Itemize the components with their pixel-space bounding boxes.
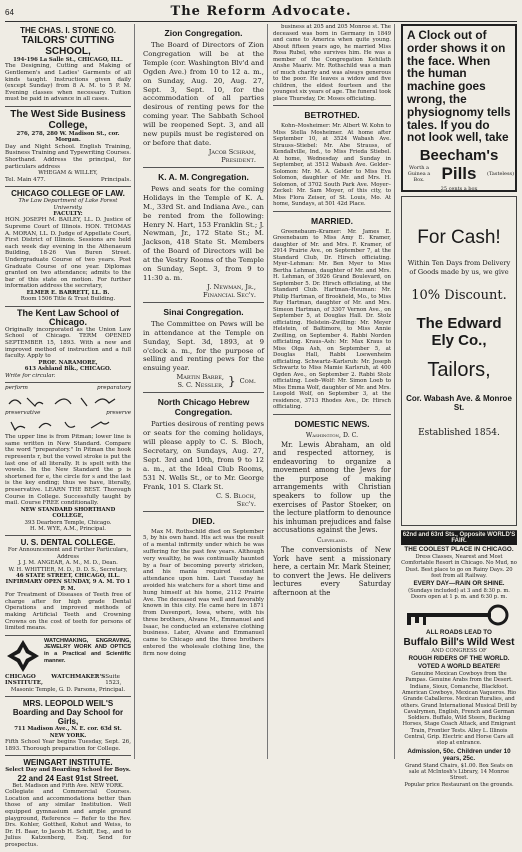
ad-line: ROUGH RIDERS OF THE WORLD. [408, 655, 510, 663]
section-heading: MARRIED. [310, 215, 354, 226]
ad-address-2: Bet. Madison and Fifth Ave. NEW YORK. [12, 782, 124, 789]
ad-mrs-leopold-weil [5, 697, 131, 756]
shorthand-word: perform [5, 385, 28, 392]
shorthand-word: preservative [5, 409, 41, 416]
divider [273, 414, 391, 415]
ad-west-side-business-college [5, 107, 131, 187]
ad-price: 25 cents a box [440, 186, 478, 193]
ad-heading: The West Side Business College, [10, 108, 126, 131]
ad-tasteless: (Tasteless) [487, 171, 515, 178]
ad-suite: Suite 1523, [105, 673, 122, 687]
section-heading: BETROTHED. [304, 110, 360, 120]
signature-name: Jacob Schram, [208, 147, 256, 156]
ad-weingart-institute [5, 756, 131, 851]
ad-header: 62nd and 63rd Sts., Opposite WORLD'S FAIR. [402, 532, 516, 544]
shorthand-diagram-bottom [5, 418, 132, 432]
shorthand-words [5, 385, 131, 392]
newspaper-title: The Reform Advocate. [170, 4, 352, 19]
signature-role: Sec'y. [236, 499, 256, 508]
ad-address: 46 STATE STREET, CHICAGO, ILL. [16, 573, 120, 580]
ad-restaurant: Popular price Restaurant on the grounds. [404, 781, 514, 788]
brace-glyph: } [227, 374, 236, 389]
signature-name: J. Newman, Jr., [207, 282, 256, 291]
ad-new-standard-shorthand [5, 383, 131, 536]
shorthand-word: preserve [106, 409, 131, 416]
ad-name-row [5, 674, 131, 687]
divider [143, 392, 264, 393]
ad-body: The upper line is from Pitman; lower line is same written in New Standard. Compare the word "preparatory." In Pitman the hook represents r, but the vowel stroke is put the last one of all literally. It is spelt with the vowels. In the New Standard the p is shortened for e, the circle for s and the last is the key ending; thus we have, literally, preservative. LEARN THE BEST. Thorough Course in College. Successfully taught by mail. Course FREE conditionally. [5, 434, 131, 507]
ad-subheading: For Announcement and Further Particulars, Address [7, 547, 129, 560]
ad-subheading: The Law Department of Lake Forest University. [18, 198, 118, 211]
ad-admission: Admission, 50c. Children under 10 years, 25c. [407, 747, 511, 762]
ad-body: Originally incorporated as the Union Law School of Chicago. TERM OPENED SEPTEMBER 15, 1893. With a new and improved method of instruction and a full faculty. Apply to [5, 326, 131, 360]
column-3 [270, 24, 395, 759]
signature-name: Martin Barbe, [176, 373, 224, 382]
ad-school-name: NEW STANDARD SHORTHAND COLLEGE, [20, 506, 116, 520]
ad-chicago-college-of-law [5, 187, 131, 307]
ad-discount: 10% Discount. [411, 288, 507, 304]
ad-established: Established 1854. [418, 428, 500, 439]
ad-seats: Grand Stand Chairs, $1.00. Box Seats on sale at McIntosh's Library, 14 Monroe Street. [405, 762, 513, 782]
section-heading: Sinai Congregation. [163, 306, 244, 317]
ad-body: WATCHMAKING, ENGRAVING, JEWELRY WORK AND OPTICS in a Practical and Scientific manner. [44, 637, 131, 664]
shorthand-word: preparatory [97, 385, 131, 392]
signature-role: President. [221, 155, 256, 164]
column-2 [140, 24, 268, 759]
ad-body: The Designing, Cutting and Making of Gentlemen's and Ladies' Garments of all kinds taught. Instructions given daily (except Sunday) from 8 A. M. to 5 P. M. Evening classes when necessary. Tuition must be paid in advance in all cases. [5, 63, 131, 103]
ad-pills: Pills [441, 164, 477, 184]
section-heading: DIED. [192, 515, 215, 526]
ad-worth: Worth a Guinea a Box. [407, 165, 431, 184]
ad-address: 194-196 La Salle St., CHICAGO, ILL. [13, 57, 123, 63]
maltese-cross-icon [5, 638, 41, 674]
notice-north-chicago-hebrew [143, 397, 264, 507]
ad-body: HON. JOSEPH M. BAILEY, LL. D. Justice of Supreme Court of Illinois. HON. THOMAS A. MORAN, LL. D. Judge of Appellate Court, First District of Illinois. Sessions are held each week day evening in the Athenaeum Building, 18-26 Van Buren Street. Undergraduate Course of two years. Post Graduate Course of one year. Diplomas granted on two attendance; admits to the bar of this state on motion. For further information address the secretary, [5, 217, 131, 290]
ad-address: 613 Ashland Blk., CHICAGO. [24, 366, 112, 373]
ad-heading: WEINGART INSTITUTE. [23, 758, 113, 768]
ad-faculty-label: FACULTY: [53, 210, 83, 217]
shorthand-diagram-top [5, 394, 132, 408]
ad-address: Room 1506 Title & Trust Building. [20, 296, 116, 303]
ad-address: 393 Dearborn Temple, Chicago. [24, 519, 112, 526]
ad-heading: THE CHAS. I. STONE CO. [20, 26, 116, 35]
ad-pills-row [407, 164, 515, 184]
ad-professor: PROF. NARAMORE, [38, 359, 98, 366]
ad-infirmary: INFIRMARY OPEN SUNDAY, 9 A. M. TO 1 P. M. [5, 579, 131, 592]
column-4 [398, 24, 517, 788]
ad-title: Buffalo Bill's Wild West [403, 636, 515, 648]
ad-company: The Edward Ely Co., [416, 315, 502, 350]
ad-brand: Beecham's [419, 147, 499, 165]
ad-buffalo-bill [401, 530, 517, 788]
ad-line: AND CONGRESS OF [431, 647, 487, 654]
ad-city: NEW YORK. [49, 732, 87, 739]
divider [143, 511, 264, 512]
masthead [5, 4, 517, 22]
ad-kent-law-school [5, 307, 131, 383]
died-continued [273, 24, 391, 102]
section-body: Mr. Lewis Abraham, an old and respected attorney, is endeavoring to organize a movement among the Jews for the purpose of making arrangements with Christian speakers to follow up the exercises of Pastor Stoeker, on the lecture platform to denounce his inhuman prejudices and false accusations against the Jews. [273, 440, 391, 535]
dateline: Washington, D. C. [305, 431, 359, 439]
ad-heading: MRS. LEOPOLD WEIL'S [22, 699, 114, 709]
ad-footer [5, 177, 131, 184]
ad-role: Principals. [100, 176, 131, 183]
ad-address: Masonic Temple, G. D. Parsons, Principal. [10, 687, 126, 694]
notice-body: The Board of Directors of Zion Congregation will be at the Temple (cor. Washington Blv'd and Ogden Ave.) from 10 to 12 a. m., on Sunday, Aug. 20, Aug. 27, Sept. 3, Sept. 10, for the accommodation of all parties desirous of renting pews for the coming year. The Sabbath School will be reopened Sept. 3, and all new pupils must be registered on or before that date. [143, 41, 264, 147]
ad-secretary: ELMER E. BARRETT, LL. B. [26, 289, 110, 296]
section-heading: Zion Congregation. [164, 28, 243, 38]
dateline: Cleveland. [316, 537, 348, 545]
ad-body: Day and Night School. English Training, Business Training and Typewriting Courses. Shorthand. Address the principal, for particulars address [5, 143, 131, 170]
notice-body: The Committee on Pews will be in attendance at the Temple on Sunday, Sept. 3d, 1893, at 9 o'clock a. m., for the purpose of selling and renting pews for the ensuing year. [143, 319, 264, 373]
ad-heading: TAILORS' CUTTING SCHOOL, [21, 35, 115, 57]
column-1 [5, 24, 135, 848]
ad-heading: Boarding and Day School for Girls, [12, 708, 124, 727]
notice-body: Max M. Rothschild died on September 5, by his own hand. His act was the result of a mental infirmity under which he was suffering for the past few years. Although very wealthy, he was continually haunted by a fear of becoming poverty stricken, and his mania required constant attendance upon him. Last Tuesday he avoided his watchers for a short time and hung himself at his home, 2112 Prairie Ave. The deceased was well and favorably known in this city. He came here in 1871 from Davenport, Iowa, where, with his three brothers, Alvane M., Emmanuel and Isaac, he conducted an extensive clothing business. Later, Alvane and Emmanuel came to Chicago and the three brothers entered the wholesale clothing line, the firm now doing [143, 528, 264, 657]
ad-watchmakers-institute [5, 636, 131, 698]
ad-key-text: ALL ROADS LEAD TO [426, 628, 492, 636]
ad-text: A Clock out of order shows it on the face. When the human machine goes wrong, the physiognomy tells tales. If you do not look well, take [407, 28, 511, 145]
ad-us-dental-college [5, 536, 131, 635]
notice-body: business at 205 and 205 Monroe st. The deceased was born in Germany in 1849 and came to America when quite young. About fifteen years ago, he married Miss Rosa Rubel, who survives him. He was a member of the Congregation Kehilath Anshe Maariv. Mr. Rothschild was a man of much charity and was always generous to the poor. He leaves a widow and five children, the eldest fourteen and the youngest six years of age. The funeral took place Thursday, Dr. Moses officiating. [273, 24, 391, 102]
shorthand-words [5, 410, 131, 417]
ad-terms: Within Ten Days from Delivery of Goods made by us, we give [407, 259, 511, 276]
notice-zion-congregation [143, 28, 264, 164]
ad-heading: The Kent Law School of Chicago. [16, 307, 119, 327]
ad-write-note: Write for circular. [5, 372, 56, 379]
ad-body: Collegiate and Commercial Courses. Location and accommodations better than those of any similar Institution. Well equipped gymnasium and ample ground playground, Reference — Refer to the Rev. Drs. Kohler, Gottheil, Kohut and Weiss, to Dr. H. Baar, to Jacob H. Schiff, Esq., and to Julius Katzenberg, Esq. Send for prospectus. [5, 789, 131, 848]
ad-body: Fifth School Year begins Tuesday, Sept. 26, 1893. Thorough preparation for College. [5, 739, 131, 752]
ad-principal: H. M. WYE, A.M., Principal. [29, 526, 107, 533]
ad-line: THE COOLEST PLACE IN CHICAGO. [404, 546, 514, 553]
ad-address: Cor. Wabash Ave. & Monroe St. [406, 394, 512, 413]
ad-dean: J. J. M. ANGEAR, A. M., M. D., Dean. [18, 560, 118, 567]
section-body: Kohn–Mosheimer: Mr. Albert W. Kohn to Miss Stella Mosheimer. At home after September 10, at 3524 Wabash Ave. Strauss–Stiebel: Mr. Abe Strauss, of Kendallville, Ind., to Miss Frieda Stiebel. At home, Wednesday and Sunday in September, at 3512 Wabash Ave. Gelder–Solomon: Mr. M. A. Gelder to Miss Eva Solomon, daughter of Mr. and Mrs. H. Solomon, of 3702 South Park Ave. Moyer–Zeckel: Mr. Sam Moyer, of this city, to Miss Flora Zeiser, of St. Louis, Mo. At home, Sundays, at 501 42d Place. [273, 123, 391, 207]
section-domestic-news [273, 419, 391, 598]
ad-subheading: Select Day and Boarding School for Boys. [5, 767, 131, 774]
divider [143, 167, 264, 168]
ad-institute-name: CHICAGO WATCHMAKER'S INSTITUTE, [5, 673, 106, 687]
page-number: 64 [5, 8, 14, 17]
signature-name: S. C. Nessler, [177, 381, 224, 390]
ad-beechams-pills [401, 24, 517, 192]
section-body: The conversionists of New York have sent a missionary here, a certain Mr. Mark Steiner, to convert the Jews. He delivers lectures every Saturday afternoon at the [273, 546, 391, 597]
ad-tailors-cutting-school [5, 24, 131, 107]
signature-role: Com. [239, 377, 256, 386]
ad-line: VOTED A WORLD BEATER! [417, 663, 501, 671]
notice-body: Parties desirous of renting pews or seats for the coming holidays, will please apply to C. S. Bloch, Secretary, on Sundays, Aug. 27, Sept. 3rd and 10th, from 9 to 12 a. m., at the Ideal Club Rooms, 531 N. Wells St., or to Mr. George Frank, 101 S. Clark St. [143, 420, 264, 491]
section-body: Greenebaum–Kramer: Mr. James E. Greenebaum to Miss Amy E. Kramer, daughter of Mr. and Mrs. F. Kramer, of 2914 Prairie Ave., on September 7, at the Standard Club, Dr. Hirsch officiating. Myer–Lehman: Mr. Ben Myer to Miss Bertha Lehman, daughter of Mr. and Mrs. H. Lehman, of 3926 Grand Boulevard, on September 5. Dr. Hirsch officiating, at the Standard Club. Hartman–Heuman: Mr. Philip Hartman, of Brookfield, Mo., to Miss Ray Hartman, daughter of Mr. and Mrs. Simeon Hartman, of 3307 Vernon Ave., on September 5, at Douglas Hall. Dr. Stolz officiating. Helstein–Zwilling: Mr. Meyer Helstein, of Baltimore, to Miss Annie Zwilling, on September 4. Rabbi Norden officiating. Kraus–Ash: Mr. Max Kraus to Miss Olga Ash, on September 5, at Douglas Hall, Rabbi Loewenheim officiating. Schwartz–Karlsruh: Mr. Joseph Schwartz to Miss Mamie Karlsruh, at 400 Ogden Ave., on September 2. Rabbi Stolz officiating. Loeb–Wolf: Mr. Simon Loeb to Miss Emma Wolf, daughter of Mr. and Mrs. Leopold Wolf, on September 3, at the residence, 3713 Rhodes Ave., Dr. Hirsch officiating. [273, 228, 391, 410]
signature-role: Financial Sec'y. [203, 290, 256, 299]
ad-heading: CHICAGO COLLEGE OF LAW. [11, 189, 125, 199]
ad-address: 276, 278, 280 W. Madison St., cor. Morgan. [16, 130, 120, 144]
signature-block [143, 373, 264, 389]
section-betrothed [273, 110, 391, 208]
ad-heading: U. S. DENTAL COLLEGE. [20, 538, 116, 548]
ad-body: Genuine Mexican Cowboys from the Pampas. Genuine Arabs from the Desert. Indians, Sioux, Comanche, Blackfoot. American Cowboys, Mexican Vaqueros. Rio Grande Caballeros. Mexican Ruralies, and others. Grand International Musical Drill by Cavalrymen, English, French and German Soldiers. Buffalo, Wild Steers, Bucking Horses, Stage Coach Attack, and Emigrant Train, Frontier Tests. Alley L. Illinois Central, Grip. Electric and Horse Cars all stop at entrance. [401, 671, 517, 747]
ad-line: (Sundays included) at 3 and 8:30 p. m. Doors open at 1 p. m. and 6:30 p. m. [408, 588, 510, 601]
ad-line: Dress Classes, Nearest and Most Comfortable Resort in Chicago. No Mud, no Dust. Best place to go on Rainy Days. 20 feet from all Railway. [401, 554, 517, 579]
ad-address: 22 and 24 East 91st Street. [17, 773, 119, 783]
ad-address: 711 Madison Ave., N. E. cor. 63d St. [14, 726, 122, 733]
section-heading: DOMESTIC NEWS. [294, 418, 370, 429]
section-heading: North Chicago Hebrew Congregation. [157, 397, 250, 418]
divider [143, 302, 264, 303]
section-heading: K. A. M. Congregation. [158, 171, 249, 182]
ad-trade: Tailors, [427, 359, 491, 382]
ad-secretary: W. H. WHITTIER, M. D., D. D. S., Secretary, [8, 566, 128, 573]
notice-sinai-congregation [143, 307, 264, 389]
ad-edward-ely-co [401, 196, 517, 526]
signature-name: C. S. Bloch, [215, 491, 256, 500]
ad-line: EVERY DAY—RAIN OR SHINE. [413, 580, 505, 588]
notice-kam-congregation [143, 172, 264, 299]
notice-body: Pews and seats for the coming Holidays in the Temple of K. A. M., 33rd St. and Indiana Ave., can be rented from the following: Henry N. Hart, 153 Franklin St.; J. Newman, Jr., 172 State St.; M. Jackson, 418 State St. Members of the Board of Directors will be at the Vestry Rooms of the Temple on Sunday, Sept. 3, from 9 to 11:30 a. m. [143, 184, 264, 282]
signature-names [177, 373, 224, 389]
columns [5, 24, 517, 848]
ad-telephone: Tel. Main 477. [5, 176, 46, 183]
ad-cash: For Cash! [417, 227, 501, 248]
ad-body: For Treatment of Diseases of Teeth free of charge after for high grade Dental Operations and improved methods of making Artificial Teeth and Crowning Crowns on the cost of teeth for persons of limited means. [5, 592, 131, 632]
ad-principal: WHEGAM & WILLEY, [38, 170, 98, 177]
ad-watch-row [5, 638, 131, 674]
divider [273, 211, 391, 212]
notice-died [143, 516, 264, 658]
divider [273, 105, 391, 106]
section-married [273, 216, 391, 411]
